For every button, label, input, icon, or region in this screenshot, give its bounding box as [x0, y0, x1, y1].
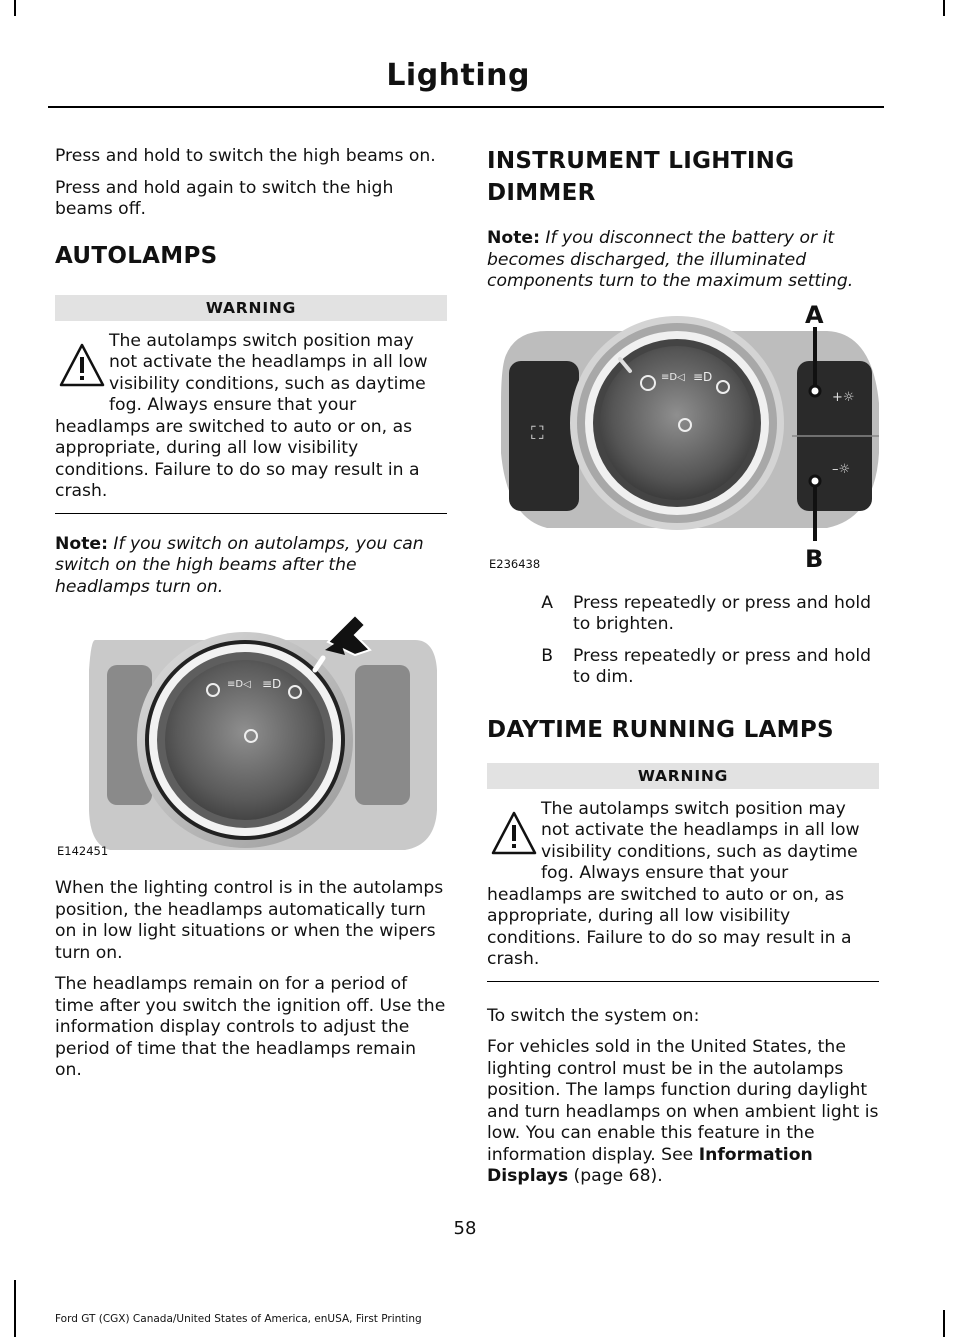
- paragraph-high-beam-off: Press and hold again to switch the high beams off.: [55, 177, 394, 219]
- crop-mark-top-left: [14, 0, 16, 16]
- callout-row-a: [487, 593, 879, 636]
- warning-box-autolamps: [55, 295, 447, 514]
- svg-text:≡D◁: ≡D◁: [227, 679, 251, 690]
- warning-label: WARNING: [55, 295, 447, 321]
- lighting-control-illustration: [55, 610, 447, 860]
- note-text: If you switch on autolamps, you can switch on the high beams after the headlamps turn on.: [55, 533, 424, 597]
- figure-id: E236438: [489, 556, 541, 571]
- note-autolamps: [55, 534, 447, 599]
- crop-mark-bottom-left: [14, 1280, 16, 1337]
- warning-body: [55, 331, 447, 503]
- right-column: [487, 146, 879, 1198]
- footer-text: Ford GT (CGX) Canada/United States of America, enUSA, First Printing: [55, 1313, 422, 1325]
- crop-mark-top-right: [943, 0, 945, 16]
- note-dimmer: [487, 228, 879, 293]
- page-number: 58: [453, 1218, 477, 1239]
- callout-description: Press repeatedly or press and hold to brighten.: [573, 592, 872, 634]
- warning-box-drl: [487, 763, 879, 982]
- callout-label-b: B: [805, 544, 824, 573]
- heading-instrument-lighting-dimmer-line1: INSTRUMENT LIGHTING: [487, 148, 795, 174]
- svg-text:≡D: ≡D: [693, 369, 713, 384]
- warning-body: [487, 799, 879, 971]
- paragraph-high-beam-on: Press and hold to switch the high beams on.: [55, 146, 436, 166]
- svg-text:≡D◁: ≡D◁: [661, 371, 685, 383]
- paragraph-switch-system-on: To switch the system on:: [487, 1005, 700, 1026]
- page-header-title: Lighting: [386, 58, 530, 93]
- paragraph-text: For vehicles sold in the United States, the lighting control must be in the autolamps position. The lamps function during daylight and turn headlamps on when ambient light is low. You can enable this feature in the information display. See: [487, 1037, 879, 1165]
- svg-text:≡D: ≡D: [262, 677, 282, 691]
- note-label: Note:: [55, 533, 108, 554]
- paragraph-headlamps-remain-on: The headlamps remain on for a period of time after you switch the ignition off. Use the information display controls to adjust the period of time that the headlamps remain on.: [55, 974, 446, 1080]
- warning-triangle-icon: [487, 799, 541, 865]
- warning-text: The autolamps switch position may not activate the headlamps in all low visibility conditions, such as daytime fog. Always ensure that your headlamps are switched to auto or on, as appropriate, during all low visibility conditions. Failure to do so may result in a crash.: [55, 330, 428, 501]
- page-reference: (page 68).: [568, 1166, 663, 1186]
- warning-text: The autolamps switch position may not activate the headlamps in all low visibility conditions, such as daytime fog. Always ensure that your headlamps are switched to auto or on, as appropriate, during all low visibility conditions. Failure to do so may result in a crash.: [487, 798, 860, 969]
- svg-text:+☼: +☼: [832, 389, 855, 405]
- callout-key: B: [541, 645, 553, 666]
- figure-id: E142451: [57, 844, 109, 858]
- svg-text:⛶: ⛶: [531, 422, 544, 444]
- link-information-displays[interactable]: Information Displays: [487, 1144, 813, 1186]
- crop-mark-bottom-right: [943, 1310, 945, 1337]
- header-rule: [48, 106, 884, 108]
- callout-label-a: A: [805, 302, 824, 329]
- warning-label: WARNING: [487, 763, 879, 789]
- note-label: Note:: [487, 228, 540, 248]
- note-text: If you disconnect the battery or it becomes discharged, the illuminated components turn to the maximum setting.: [487, 228, 854, 291]
- paragraph-autolamps-position: When the lighting control is in the autolamps position, the headlamps automatically turn on in low light situations or when the wipers turn on.: [55, 878, 444, 963]
- figure-lighting-control-autolamps: [55, 610, 447, 860]
- callout-description: Press repeatedly or press and hold to dim.: [573, 645, 872, 687]
- heading-instrument-lighting-dimmer-line2: DIMMER: [487, 180, 596, 206]
- left-column: [55, 146, 447, 1092]
- warning-triangle-icon: [55, 331, 109, 397]
- dimmer-control-illustration: [487, 303, 879, 573]
- figure-instrument-dimmer: [487, 303, 879, 573]
- heading-autolamps: AUTOLAMPS: [55, 242, 218, 269]
- callout-row-b: [487, 646, 879, 689]
- svg-text:–☼: –☼: [832, 461, 851, 477]
- callout-key: A: [541, 592, 553, 613]
- paragraph-us-vehicles: [487, 1037, 879, 1188]
- heading-daytime-running-lamps: DAYTIME RUNNING LAMPS: [487, 716, 834, 743]
